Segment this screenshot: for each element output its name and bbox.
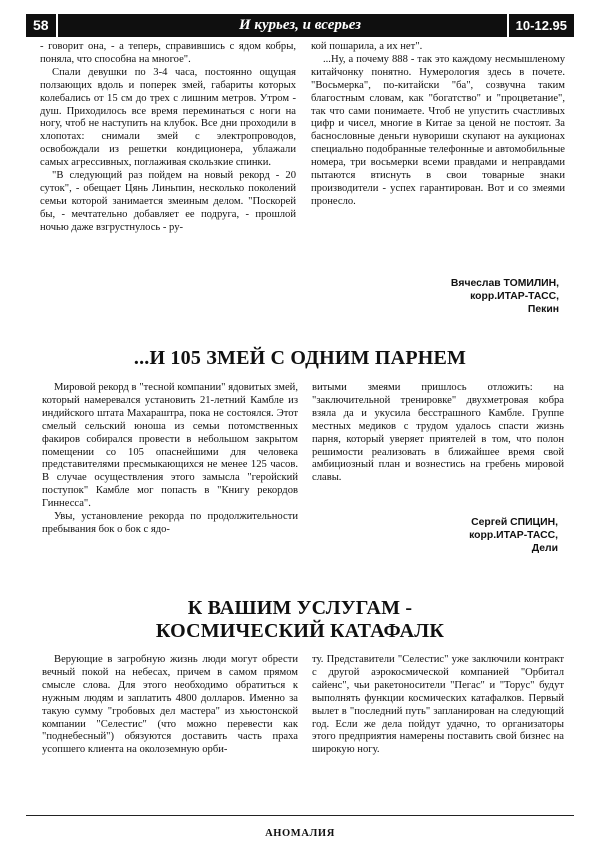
paragraph: кой пошарила, а их нет". (311, 41, 423, 52)
page-header (26, 14, 574, 37)
author-place: Пекин (527, 304, 559, 315)
page-number: 58 (26, 14, 58, 37)
article3-right-column (312, 654, 564, 757)
paragraph: ...Ну, а почему 888 - так это каждому несмышленому китайчонку понятно. Нумерология здесь в почете. "Восьмерка", по-китайски "ба", созвучна таким благостным словам, как "богатство" и "процветание", так что сами понимаете. Чтоб не упустить счастливых цифр и чисел, многие в Китае за ценой не постоят. За баснословные деньги нувориши скупают на аукционах специально подобранные телефонные и автомобильные номера, три восьмерки всеми правдами и неправдами пытаются втиснуть в свои товарные знаки производители - успех гарантирован. Вот и со змеями пронесло. (311, 53, 565, 207)
article2-right-column (312, 382, 564, 485)
paragraph: ту. Представители "Селестис" уже заключили контракт с другой аэрокосмической компанией "Орбитал сайенс", чьи ракетоносители "Пегас" и "Торус" будут выполнять функции космических катафалков. Первый вылет в "последний путь" запланирован на следующий год. Если же дела пойдут удачно, то организаторы этого предприятия намерены поставить свой бизнес на широкую ногу. (312, 654, 564, 756)
article1-signature (311, 277, 559, 316)
paragraph: витыми змеями пришлось отложить: на "заключительной тренировке" двухметровая кобра взяла да и укусила бесстрашного Камбле. Группе местных медиков с трудом удалось спасти жизнь парня, который уверяет приятелей в том, что полон решимости реализовать в ближайшее время свой амбициозный план и вознестись на гребень мировой славы. (312, 382, 564, 484)
section-title: И курьез, и всерьез (238, 17, 362, 33)
author-name: Сергей СПИЦИН, (471, 517, 558, 528)
article3-title-line1: К ВАШИМ УСЛУГАМ - (187, 597, 413, 619)
author-org: корр.ИТАР-ТАСС, (469, 530, 558, 541)
footer-rule (26, 815, 574, 816)
article2-signature (312, 516, 558, 555)
article2-title: ...И 105 ЗМЕЙ С ОДНИМ ПАРНЕМ (133, 347, 467, 369)
paragraph: Верующие в загробную жизнь люди могут обрести вечный покой на небесах, причем в самом прямом смысле слова. Для этого необходимо обратиться к нужным людям и заплатить 4800 долларов. Именно за такую сумму "гробовых дел мастера" из хьюстонской компании "Селестис" (что можно перевести как "поднебесный") обязуются доставить часть праха усопшего клиента на околоземную орби- (42, 654, 298, 756)
author-org: корр.ИТАР-ТАСС, (470, 291, 559, 302)
paragraph: Увы, установление рекорда по продолжительности пребывания бок о бок с ядо- (42, 511, 298, 535)
article3-title-line2: КОСМИЧЕСКИЙ КАТАФАЛК (155, 620, 445, 642)
author-name: Вячеслав ТОМИЛИН, (450, 278, 559, 289)
article1-left-column (40, 41, 296, 235)
author-place: Дели (531, 543, 558, 554)
paragraph: "В следующий раз пойдем на новый рекорд - 20 суток", - обещает Цянь Линьпин, несколько поколений семьи которой занимается змеиным делом. "Поскорей бы, - мечтательно добавляет ее подруга, - прошлой ночью даже взгрустнулось - ру- (40, 170, 296, 233)
paragraph: Спали девушки по 3-4 часа, постоянно ощущая ползающих вдоль и поперек змей, габариты которых колебались от 15 см до трех с лишним метров. Утром - душ. Приходилось все время переминаться с ноги на ногу, чтоб не наступить на клубок. Все дни проходили в хлопотах: снимали змей с электропроводов, освобождали из решетки кондиционера, ублажали самых агрессивных, поглаживая скользкие спинки. (40, 66, 296, 169)
paragraph: Мировой рекорд в "тесной компании" ядовитых змей, который намеревался установить 21-летний Камбле из индийского штата Махараштра, пока не состоялся. Этот смелый сельский юноша из семьи потомственных факиров собирался провести в небольшом закрытом помещении со 105 опаснейшими для человека представителями пресмыкающихся не менее 125 часов. В случае осуществления этого замысла "геройский поступок" Камбле мог попасть в "Книгу рекордов Гиннесса". (42, 382, 298, 510)
article3-left-column (42, 654, 298, 757)
footer-magazine-name: АНОМАЛИЯ (265, 828, 335, 839)
article1-right-column (311, 41, 565, 209)
paragraph: - говорит она, - а теперь, справившись с ядом кобры, поняла, что способна на многое". (40, 41, 296, 65)
issue-date: 10-12.95 (507, 14, 574, 37)
article2-left-column (42, 382, 298, 537)
